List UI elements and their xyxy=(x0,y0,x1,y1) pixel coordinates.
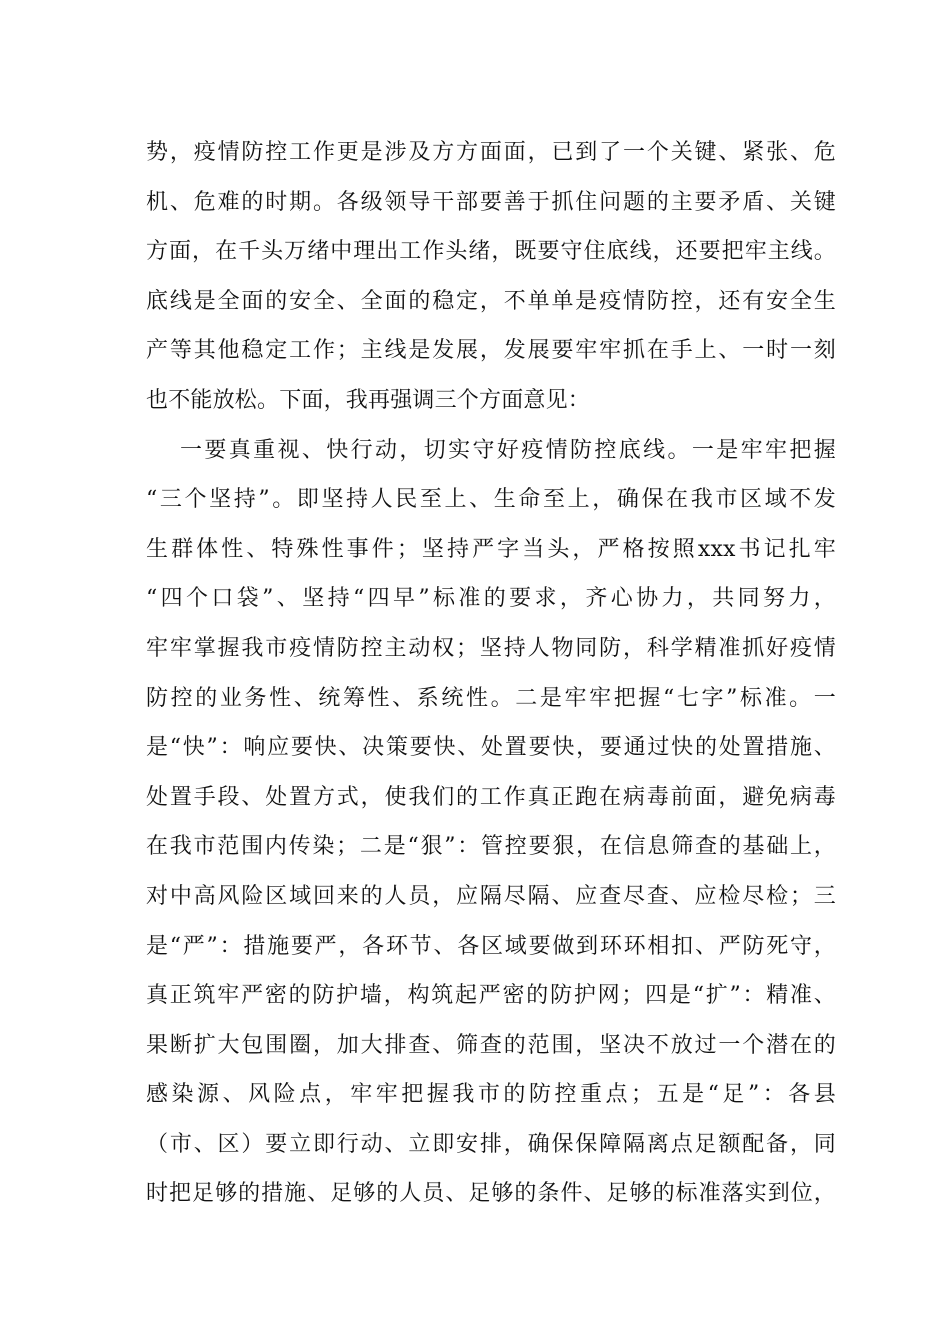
text-line: 对中高风险区域回来的人员，应隔尽隔、应查尽查、应检尽检；三 xyxy=(146,883,836,909)
text-line: （市、区）要立即行动、立即安排，确保保障隔离点足额配备，同 xyxy=(146,1131,836,1157)
body-text xyxy=(146,128,836,1219)
text-line: 产等其他稳定工作；主线是发展，发展要牢牢抓在手上、一时一刻 xyxy=(146,338,836,364)
text-line: 是“快”：响应要快、决策要快、处置要快，要通过快的处置措施、 xyxy=(146,735,836,761)
text-line: 真正筑牢严密的防护墙，构筑起严密的防护网；四是“扩”：精准、 xyxy=(146,983,836,1009)
text-line: 生群体性、特殊性事件；坚持严字当头，严格按照xxx书记扎牢 xyxy=(146,536,836,562)
text-line: 感染源、风险点，牢牢把握我市的防控重点；五是“足”：各县 xyxy=(146,1082,836,1108)
text-line: 势，疫情防控工作更是涉及方方面面，已到了一个关键、紧张、危 xyxy=(146,140,836,165)
text-line: 是“严”：措施要严，各环节、各区域要做到环环相扣、严防死守， xyxy=(146,933,836,959)
text-line: 底线是全面的安全、全面的稳定，不单单是疫情防控，还有安全生 xyxy=(146,288,836,314)
text-line: 也不能放松。下面，我再强调三个方面意见： xyxy=(146,387,591,413)
text-line: 方面，在千头万绪中理出工作头绪，既要守住底线，还要把牢主线。 xyxy=(146,239,836,265)
text-line: 时把足够的措施、足够的人员、足够的条件、足够的标准落实到位， xyxy=(146,1181,836,1207)
text-line: “三个坚持”。即坚持人民至上、生命至上，确保在我市区域不发 xyxy=(146,487,836,513)
text-line: 在我市范围内传染；二是“狠”：管控要狠，在信息筛查的基础上， xyxy=(146,834,836,860)
text-line: 果断扩大包围圈，加大排查、筛查的范围，坚决不放过一个潜在的 xyxy=(146,1032,836,1058)
text-line: 机、危难的时期。各级领导干部要善于抓住问题的主要矛盾、关键 xyxy=(146,189,836,215)
text-line: 处置手段、处置方式，使我们的工作真正跑在病毒前面，避免病毒 xyxy=(146,784,836,810)
text-line: 牢牢掌握我市疫情防控主动权；坚持人物同防，科学精准抓好疫情 xyxy=(146,635,836,661)
text-line: “四个口袋”、坚持“四早”标准的要求，齐心协力，共同努力， xyxy=(146,586,836,612)
paragraph-first-line: 一要真重视、快行动，切实守好疫情防控底线。一是牢牢把握 xyxy=(180,437,836,463)
text-line: 防控的业务性、统筹性、系统性。二是牢牢把握“七字”标准。一 xyxy=(146,685,836,711)
